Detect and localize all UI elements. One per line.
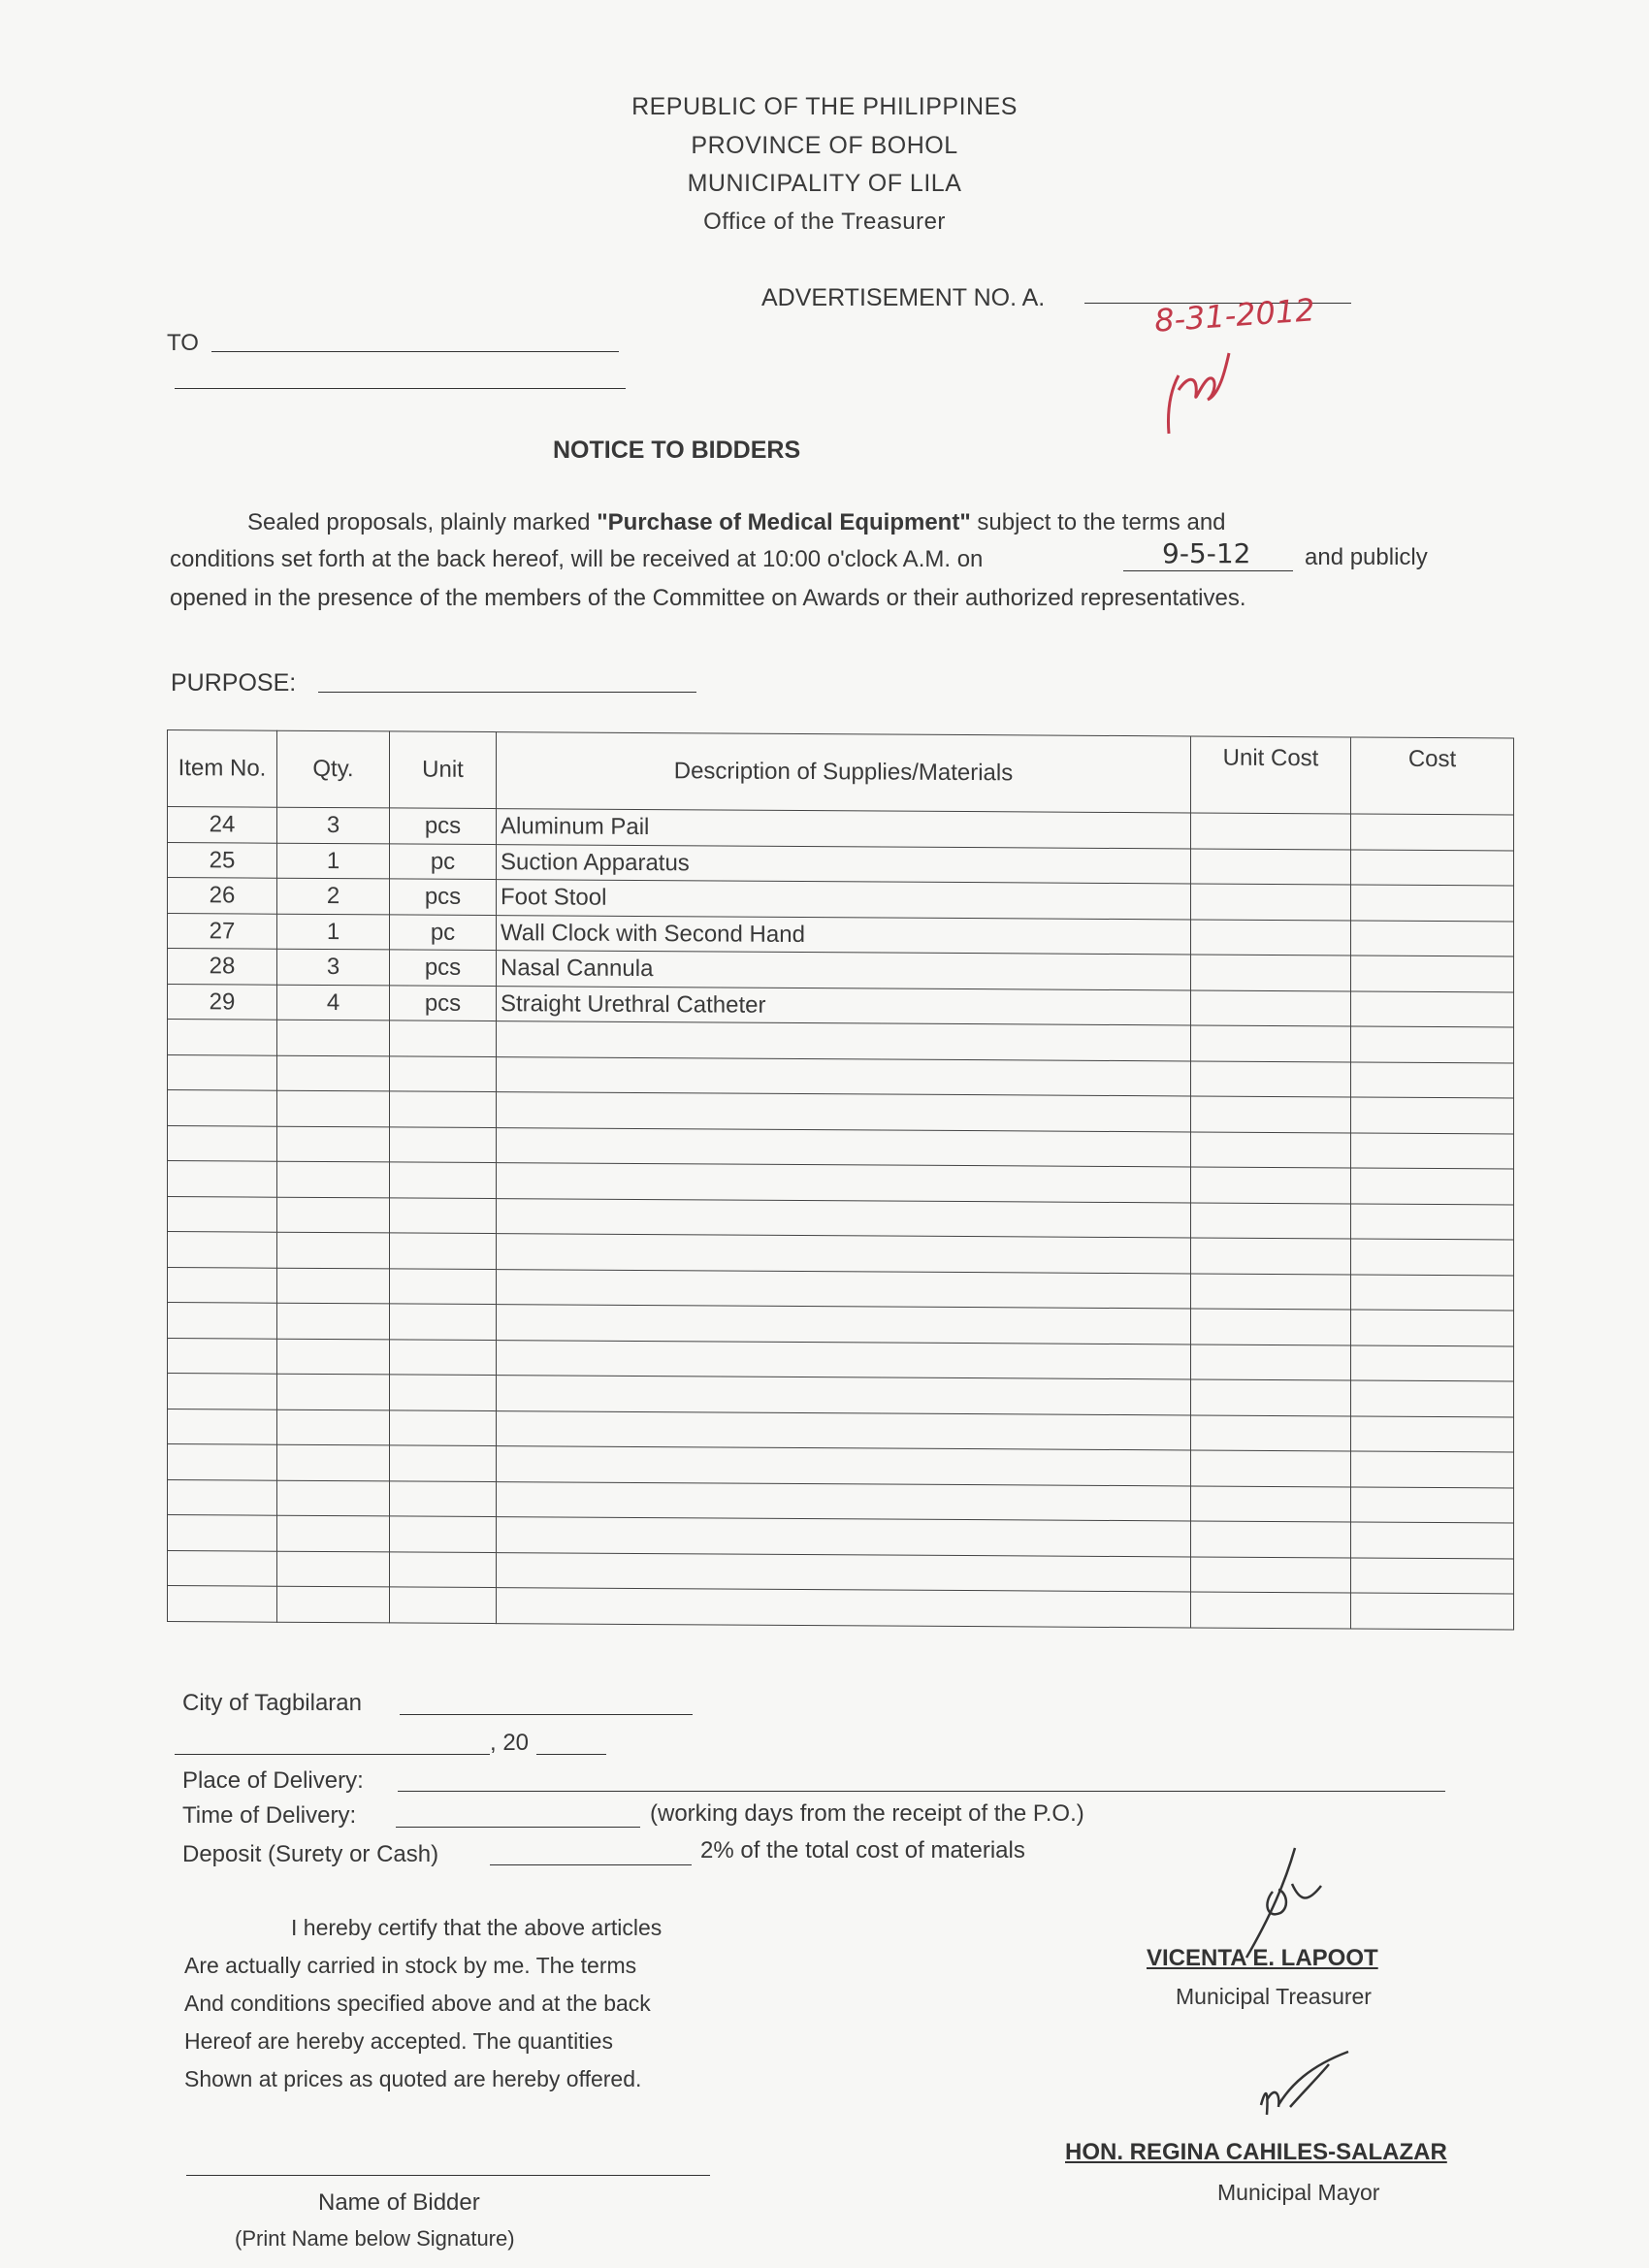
cell-description (497, 1092, 1191, 1132)
cell-unit (390, 1587, 497, 1623)
cell-cost (1351, 956, 1514, 992)
cell-unit (390, 1091, 497, 1127)
cell-description (497, 1340, 1191, 1379)
time-of-delivery-line (396, 1827, 640, 1828)
cell-qty: 3 (277, 807, 390, 843)
cell-cost (1351, 1345, 1514, 1381)
cell-description (497, 1410, 1191, 1450)
cell-unit (390, 1233, 497, 1269)
cell-unit-cost (1191, 1521, 1351, 1558)
cert-line-1: I hereby certify that the above articles (291, 1915, 663, 1940)
cell-unit-cost (1191, 1096, 1351, 1133)
cert-line-5: Shown at prices as quoted are hereby offered. (184, 2066, 642, 2091)
cell-unit (390, 1551, 497, 1587)
cell-item-no: 29 (168, 984, 277, 1020)
cell-item-no (168, 1444, 277, 1480)
cell-item-no (168, 1090, 277, 1126)
cell-description (497, 1376, 1191, 1415)
cell-item-no: 27 (168, 913, 277, 949)
cell-cost (1351, 1310, 1514, 1346)
cell-unit: pc (390, 914, 497, 950)
cell-item-no (168, 1409, 277, 1444)
table-row (168, 1586, 1514, 1630)
cell-cost (1351, 1274, 1514, 1311)
place-of-delivery-line (398, 1791, 1445, 1792)
cell-unit-cost (1191, 1379, 1351, 1416)
cell-unit-cost (1191, 1556, 1351, 1593)
cell-cost (1351, 1593, 1514, 1630)
time-of-delivery-label: Time of Delivery: (182, 1802, 357, 1829)
cell-item-no: 28 (168, 949, 277, 985)
cell-item-no (168, 1303, 277, 1339)
open-date-line (1123, 570, 1293, 571)
cell-unit: pcs (390, 985, 497, 1021)
cell-unit-cost (1191, 848, 1351, 885)
cell-unit (390, 1021, 497, 1056)
cell-cost (1351, 1451, 1514, 1488)
cell-item-no (168, 1374, 277, 1409)
notice-line-2-end: and publicly (1305, 544, 1428, 570)
cell-item-no (168, 1515, 277, 1551)
cell-qty (277, 1374, 390, 1409)
cell-item-no (168, 1054, 277, 1090)
cell-description (497, 1552, 1191, 1592)
cell-unit-cost (1191, 1485, 1351, 1522)
notice-part-2: subject to the terms and (970, 509, 1226, 535)
cell-unit-cost (1191, 1273, 1351, 1310)
cell-cost (1351, 1132, 1514, 1169)
cell-unit (390, 1055, 497, 1091)
bidder-name-label: Name of Bidder (318, 2189, 480, 2216)
cell-cost (1351, 1061, 1514, 1098)
cell-qty: 4 (277, 985, 390, 1021)
cell-qty (277, 1586, 390, 1622)
cell-qty (277, 1339, 390, 1375)
header-republic: REPUBLIC OF THE PHILIPPINES (631, 93, 1018, 120)
cell-unit (390, 1126, 497, 1162)
cell-cost (1351, 1026, 1514, 1063)
cell-item-no (168, 1479, 277, 1515)
cell-unit-cost (1191, 1344, 1351, 1380)
cell-item-no (168, 1267, 277, 1303)
cell-unit (390, 1268, 497, 1304)
cell-unit-cost (1191, 884, 1351, 921)
cell-unit-cost (1191, 1238, 1351, 1275)
year-line (536, 1754, 606, 1755)
cell-qty (277, 1055, 390, 1091)
cell-description (497, 1269, 1191, 1309)
cell-qty (277, 1161, 390, 1197)
cell-description (497, 1446, 1191, 1486)
cell-description (497, 1481, 1191, 1521)
time-of-delivery-note: (working days from the receipt of the P.O.) (650, 1800, 1084, 1827)
cell-unit (390, 1339, 497, 1375)
notice-title: NOTICE TO BIDDERS (553, 437, 801, 464)
cell-cost (1351, 885, 1514, 922)
cell-unit (390, 1162, 497, 1198)
notice-line-3: opened in the presence of the members of the Committee on Awards or their authorized representatives. (170, 585, 1246, 611)
cert-line-3: And conditions specified above and at the back (184, 1991, 651, 2016)
cell-cost (1351, 814, 1514, 851)
cell-cost (1351, 849, 1514, 886)
cell-item-no (168, 1338, 277, 1374)
cell-unit-cost (1191, 813, 1351, 850)
cell-unit: pcs (390, 950, 497, 986)
cell-cost (1351, 1415, 1514, 1452)
cell-qty (277, 1444, 390, 1480)
cell-qty: 3 (277, 949, 390, 985)
cell-qty (277, 1126, 390, 1162)
notice-subject: "Purchase of Medical Equipment" (597, 509, 971, 535)
cell-description (497, 1517, 1191, 1557)
header-cost: Cost (1351, 737, 1514, 815)
cell-description (497, 1127, 1191, 1167)
cell-description (497, 1198, 1191, 1238)
cell-cost (1351, 1168, 1514, 1205)
cell-description (497, 1588, 1191, 1628)
date-line (175, 1754, 490, 1755)
cell-unit (390, 1409, 497, 1445)
city-label: City of Tagbilaran (182, 1690, 362, 1716)
cell-unit: pc (390, 843, 497, 879)
cell-unit-cost (1191, 955, 1351, 991)
cell-item-no (168, 1125, 277, 1161)
cell-item-no (168, 1020, 277, 1055)
header-municipality: MUNICIPALITY OF LILA (687, 170, 962, 197)
cell-item-no (168, 1196, 277, 1232)
header-qty: Qty. (277, 730, 390, 808)
advertisement-label: ADVERTISEMENT NO. A. (761, 284, 1046, 311)
certification-text (184, 1909, 863, 2098)
notice-line-1 (247, 509, 1226, 536)
header-province: PROVINCE OF BOHOL (691, 132, 958, 159)
notice-line-2: conditions set forth at the back hereof, will be received at 10:00 o'clock A.M. on (170, 546, 984, 572)
cell-unit: pcs (390, 808, 497, 844)
cell-unit-cost (1191, 1414, 1351, 1451)
cell-qty: 2 (277, 878, 390, 914)
cell-qty (277, 1090, 390, 1126)
items-table (167, 729, 1514, 1630)
cell-unit (390, 1445, 497, 1481)
cell-qty: 1 (277, 914, 390, 950)
cell-unit-cost (1191, 1060, 1351, 1097)
cert-line-4: Hereof are hereby accepted. The quantities (184, 2028, 613, 2054)
cell-description (497, 1021, 1191, 1061)
purpose-line (318, 692, 696, 693)
cell-unit (390, 1516, 497, 1552)
deposit-label: Deposit (Surety or Cash) (182, 1841, 439, 1867)
header-description: Description of Supplies/Materials (497, 732, 1191, 813)
treasurer-name: VICENTA E. LAPOOT (1147, 1945, 1378, 1971)
cell-cost (1351, 990, 1514, 1027)
cell-description (497, 1056, 1191, 1096)
initials-mark-icon (1149, 341, 1246, 438)
cell-description (497, 1305, 1191, 1345)
cell-item-no: 26 (168, 878, 277, 914)
cell-description: Foot Stool (497, 880, 1191, 920)
treasurer-title: Municipal Treasurer (1176, 1984, 1372, 2009)
cell-item-no: 24 (168, 807, 277, 843)
deposit-line (490, 1864, 692, 1865)
cell-unit-cost (1191, 1202, 1351, 1239)
cell-unit-cost (1191, 919, 1351, 956)
to-label: TO (167, 330, 199, 356)
mayor-title: Municipal Mayor (1217, 2180, 1380, 2205)
cell-unit-cost (1191, 1592, 1351, 1629)
cell-qty (277, 1020, 390, 1055)
header-office: Office of the Treasurer (703, 209, 946, 235)
cell-qty (277, 1551, 390, 1587)
to-line-2 (175, 388, 626, 389)
cell-unit-cost (1191, 1309, 1351, 1345)
cell-unit (390, 1375, 497, 1410)
mayor-name: HON. REGINA CAHILES-SALAZAR (1065, 2139, 1447, 2165)
cell-unit-cost (1191, 1450, 1351, 1487)
open-handwritten-date: 9-5-12 (1162, 537, 1251, 569)
table-header-row (168, 730, 1514, 815)
cell-item-no (168, 1586, 277, 1622)
cell-description: Straight Urethral Catheter (497, 986, 1191, 1025)
cell-cost (1351, 1097, 1514, 1134)
bidder-note: (Print Name below Signature) (235, 2226, 515, 2251)
cell-qty (277, 1480, 390, 1516)
deposit-note: 2% of the total cost of materials (700, 1837, 1025, 1863)
cell-item-no (168, 1550, 277, 1586)
header-unit-cost: Unit Cost (1191, 736, 1351, 814)
cell-unit (390, 1480, 497, 1516)
mayor-signature-icon (1251, 2047, 1387, 2154)
cell-cost (1351, 1203, 1514, 1240)
cell-description: Nasal Cannula (497, 951, 1191, 990)
cell-qty: 1 (277, 843, 390, 879)
cell-cost (1351, 1380, 1514, 1417)
cell-cost (1351, 1486, 1514, 1523)
cell-item-no: 25 (168, 842, 277, 878)
cell-unit: pcs (390, 879, 497, 915)
cell-unit-cost (1191, 1025, 1351, 1062)
cell-description: Suction Apparatus (497, 844, 1191, 884)
cell-cost (1351, 920, 1514, 956)
cell-unit-cost (1191, 989, 1351, 1026)
notice-part-1: Sealed proposals, plainly marked (247, 509, 598, 535)
cell-qty (277, 1515, 390, 1551)
cell-unit-cost (1191, 1167, 1351, 1204)
cell-unit (390, 1304, 497, 1340)
cell-qty (277, 1232, 390, 1268)
place-of-delivery-label: Place of Delivery: (182, 1767, 364, 1794)
header-item-no: Item No. (168, 730, 277, 808)
cell-description: Aluminum Pail (497, 809, 1191, 849)
cert-line-2: Are actually carried in stock by me. The terms (184, 1953, 637, 1978)
bidder-signature-line (186, 2175, 710, 2176)
cell-qty (277, 1409, 390, 1445)
cell-qty (277, 1197, 390, 1233)
cell-unit-cost (1191, 1131, 1351, 1168)
cell-description (497, 1234, 1191, 1274)
cell-unit (390, 1197, 497, 1233)
cell-cost (1351, 1239, 1514, 1276)
cell-qty (277, 1268, 390, 1304)
advertisement-handwritten-date: 8-31-2012 (1152, 291, 1316, 340)
header-unit: Unit (390, 731, 497, 809)
cell-description (497, 1163, 1191, 1203)
cell-item-no (168, 1161, 277, 1197)
cell-item-no (168, 1232, 277, 1268)
to-line-1 (211, 351, 619, 352)
cell-description: Wall Clock with Second Hand (497, 915, 1191, 955)
cell-qty (277, 1303, 390, 1339)
city-line (400, 1714, 693, 1715)
year-prefix: , 20 (490, 1730, 530, 1756)
purpose-label: PURPOSE: (171, 669, 297, 697)
cell-cost (1351, 1557, 1514, 1594)
cell-cost (1351, 1522, 1514, 1559)
